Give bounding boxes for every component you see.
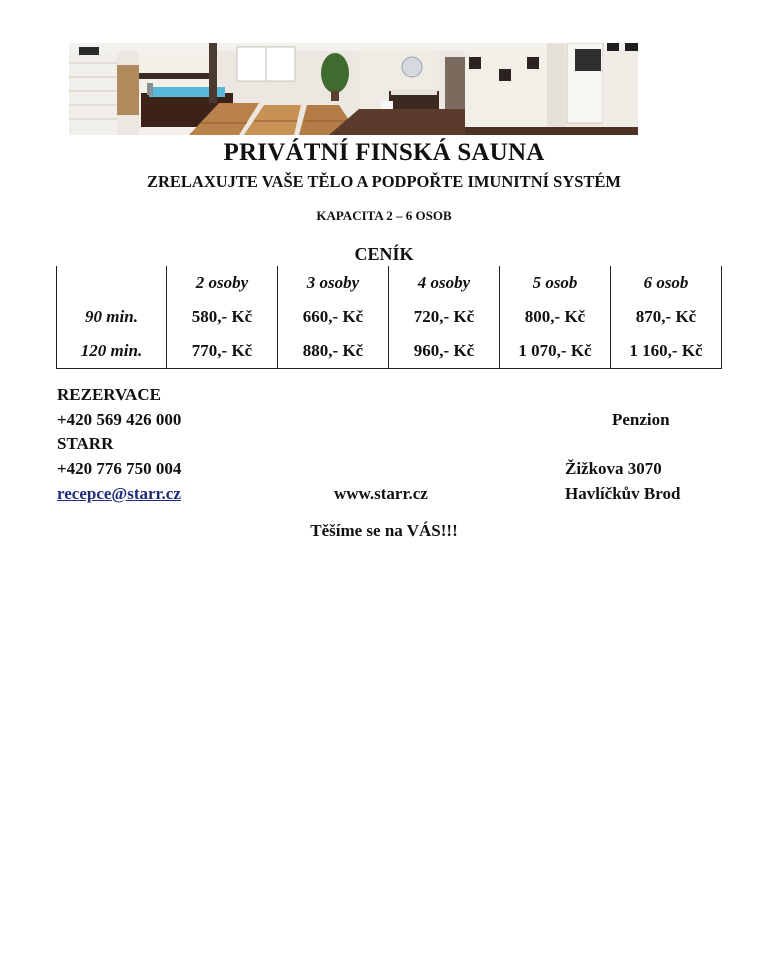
website-link[interactable]: www.starr.cz bbox=[334, 484, 428, 503]
column-header: 6 osob bbox=[611, 266, 722, 300]
table-row bbox=[57, 300, 722, 334]
price-cell: 960,- Kč bbox=[389, 334, 500, 369]
price-cell: 870,- Kč bbox=[611, 300, 722, 334]
column-header: 5 osob bbox=[500, 266, 611, 300]
table-row bbox=[57, 334, 722, 369]
price-cell: 880,- Kč bbox=[278, 334, 389, 369]
address-city: Havlíčkův Brod bbox=[565, 484, 681, 503]
phone-secondary: +420 776 750 004 bbox=[57, 459, 182, 478]
price-table-header-row bbox=[57, 266, 722, 300]
duration-cell: 90 min. bbox=[57, 300, 167, 334]
column-header: 3 osoby bbox=[278, 266, 389, 300]
column-header: 4 osoby bbox=[389, 266, 500, 300]
price-cell: 800,- Kč bbox=[500, 300, 611, 334]
pricelist-heading: CENÍK bbox=[354, 244, 414, 264]
price-cell: 660,- Kč bbox=[278, 300, 389, 334]
price-cell: 1 160,- Kč bbox=[611, 334, 722, 369]
closing-message: Těšíme se na VÁS!!! bbox=[310, 521, 458, 540]
email-link[interactable]: recepce@starr.cz bbox=[57, 484, 181, 503]
page-subtitle: ZRELAXUJTE VAŠE TĚLO A PODPOŘTE IMUNITNÍ SYSTÉM bbox=[146, 172, 622, 191]
reservation-label: REZERVACE bbox=[57, 385, 161, 404]
column-header: 2 osoby bbox=[167, 266, 278, 300]
company-name: STARR bbox=[57, 434, 114, 453]
price-cell: 580,- Kč bbox=[167, 300, 278, 334]
phone-primary: +420 569 426 000 bbox=[57, 410, 182, 429]
price-cell: 720,- Kč bbox=[389, 300, 500, 334]
price-cell: 770,- Kč bbox=[167, 334, 278, 369]
price-cell: 1 070,- Kč bbox=[500, 334, 611, 369]
sauna-panorama-photo bbox=[69, 43, 638, 135]
page-title: PRIVÁTNÍ FINSKÁ SAUNA bbox=[223, 139, 545, 166]
capacity-note: KAPACITA 2 – 6 OSOB bbox=[316, 208, 452, 223]
address-street: Žižkova 3070 bbox=[565, 459, 662, 478]
duration-cell: 120 min. bbox=[57, 334, 167, 369]
header-empty-cell bbox=[57, 266, 167, 300]
address-name: Penzion bbox=[612, 410, 670, 429]
price-table bbox=[56, 266, 722, 369]
